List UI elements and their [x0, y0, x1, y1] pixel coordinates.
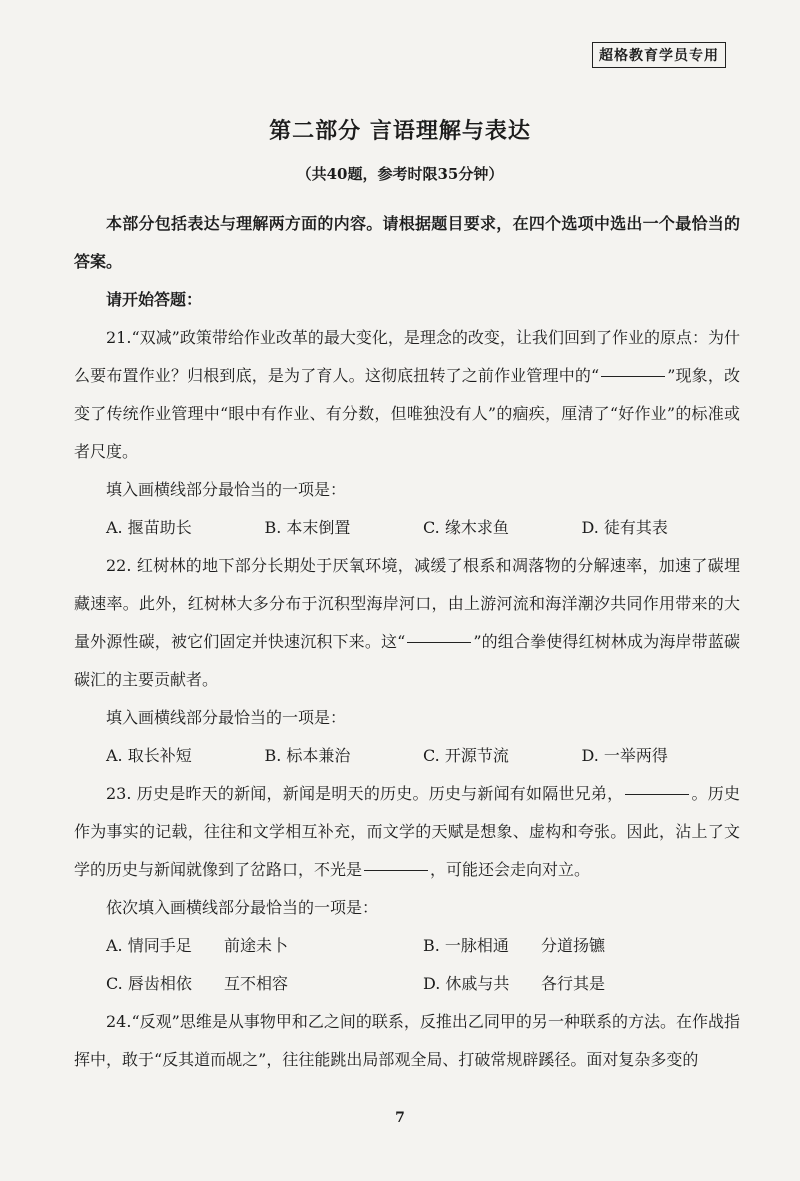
question-23: 23. 历史是昨天的新闻，新闻是明天的历史。历史与新闻有如隔世兄弟， 。历史作为事实的记载，往往和文学相互补充，而文学的天赋是想象、虚构和夸张。因此，沾上了文学的历史与新闻就像到了岔路口，不光是 ，可能还会走向对立。 — [74, 784, 740, 879]
option-a: A. 揠苗助长 — [106, 518, 192, 537]
answer-blank-2 — [364, 869, 428, 871]
question-22: 22. 红树林的地下部分长期处于厌氧环境，减缓了根系和凋落物的分解速率，加速了碳埋藏速率。此外，红树林大多分布于沉积型海岸河口，由上游河流和海洋潮汐共同作用带来的大量外源性碳，被它们固定并快速沉积下来。这“ ”的组合拳使得红树林成为海岸带蓝碳碳汇的主要贡献者。 — [74, 556, 740, 689]
option-c: C. 缘木求鱼 — [423, 518, 509, 537]
option-a: A. 情同手足 前途未卜 — [106, 936, 289, 955]
option-c: C. 唇齿相依 互不相容 — [106, 974, 289, 993]
answer-blank-1 — [625, 793, 689, 795]
option-d: D. 休戚与共 各行其是 — [423, 974, 606, 993]
option-b: B. 本末倒置 — [264, 518, 351, 537]
instructions: 本部分包括表达与理解两方面的内容。请根据题目要求，在四个选项中选出一个最恰当的答案。 — [74, 214, 740, 271]
question-21-options — [74, 509, 740, 547]
option-d: D. 徒有其表 — [581, 518, 668, 537]
question-23-options-row-1 — [74, 927, 740, 965]
question-21: 21.“双减”政策带给作业改革的最大变化，是理念的改变，让我们回到了作业的原点：为什么要布置作业？归根到底，是为了育人。这彻底扭转了之前作业管理中的“ ”现象，改变了传统作业管理中“眼中有作业、有分数，但唯独没有人”的痼疾，厘清了“好作业”的标准或者尺度。 — [74, 328, 740, 461]
question-22-options — [74, 737, 740, 775]
question-23-options-row-2 — [74, 965, 740, 1003]
option-d: D. 一举两得 — [581, 746, 668, 765]
question-23-prompt: 依次填入画横线部分最恰当的一项是： — [106, 898, 379, 917]
exam-body — [74, 205, 740, 1079]
option-b: B. 标本兼治 — [264, 746, 351, 765]
question-22-prompt: 填入画横线部分最恰当的一项是： — [106, 708, 347, 727]
question-24: 24.“反观”思维是从事物甲和乙之间的联系，反推出乙同甲的另一种联系的方法。在作战指挥中，敢于“反其道而觇之”，往往能跳出局部观全局、打破常规辟蹊径。面对复杂多变的 — [74, 1012, 740, 1069]
start-prompt: 请开始答题： — [106, 290, 203, 309]
page-number: 7 — [395, 1110, 405, 1126]
question-21-prompt: 填入画横线部分最恰当的一项是： — [106, 480, 347, 499]
option-c: C. 开源节流 — [423, 746, 509, 765]
option-b: B. 一脉相通 分道扬镳 — [423, 936, 606, 955]
section-title: 第二部分 言语理解与表达 — [269, 118, 531, 144]
section-subtitle: （共40题，参考时限35分钟） — [296, 165, 504, 183]
answer-blank — [601, 375, 665, 377]
option-a: A. 取长补短 — [106, 746, 192, 765]
answer-blank — [407, 641, 471, 643]
usage-stamp: 超格教育学员专用 — [592, 42, 726, 68]
